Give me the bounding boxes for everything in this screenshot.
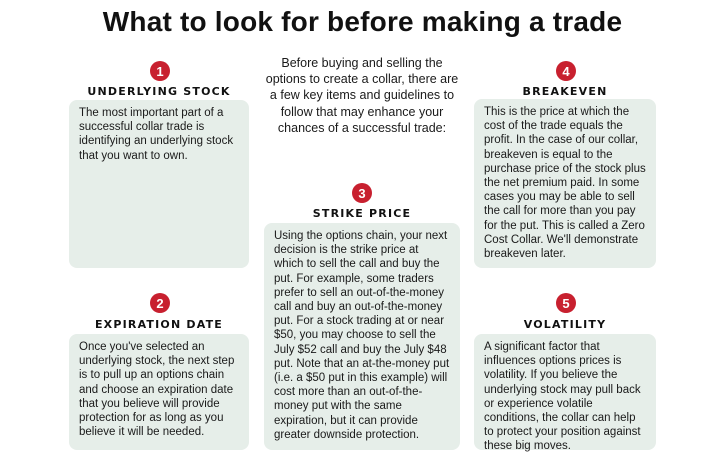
section-card-expiration-date: Once you've selected an underlying stock, the next step is to pull up an options chain and choose an expiration date that you believe will provide protection for as long as you believe it will be needed. xyxy=(69,334,249,450)
section-card-volatility: A significant factor that influences options prices is volatility. If you believe the underlying stock may pull back or experience volatile conditions, the collar can help to protect your position against these big moves. xyxy=(474,334,656,450)
section-heading-expiration-date: EXPIRATION DATE xyxy=(94,318,224,331)
section-card-underlying-stock: The most important part of a successful collar trade is identifying an underlying stock that you want to own. xyxy=(69,100,249,268)
step-3-badge: 3 xyxy=(352,183,372,203)
intro-text: Before buying and selling the options to create a collar, there are a few key items and guidelines to follow that may enhance your chances of a successful trade: xyxy=(265,56,459,135)
section-card-breakeven: This is the price at which the cost of the trade equals the profit. In the case of our collar, breakeven is equal to the purchase price of the stock plus the net premium paid. In some cases you may be able to sell the call for more than you pay for the put. This is called a Zero Cost Collar. We'll demonstrate breakeven later. xyxy=(474,99,656,268)
section-heading-strike-price: STRIKE PRICE xyxy=(312,207,412,220)
step-4-badge: 4 xyxy=(556,61,576,81)
section-card-strike-price: Using the options chain, your next decision is the strike price at which to sell the call and buy the put. For example, some traders prefer to sell an out-of-the-money call and buy an out-of-the-money put. For a stock trading at or near $50, you may choose to sell the July $52 call and buy the July $48 put. Note that an at-the-money put (i.e. a $50 put in this example) will cost more than an out-of-the-money put with the same expiration, but it can provide greater downside protection. xyxy=(264,223,460,450)
section-heading-breakeven: BREAKEVEN xyxy=(522,85,608,98)
step-1-badge: 1 xyxy=(150,61,170,81)
section-heading-underlying-stock: UNDERLYING STOCK xyxy=(87,85,231,98)
step-5-badge: 5 xyxy=(556,293,576,313)
step-2-badge: 2 xyxy=(150,293,170,313)
page-title: What to look for before making a trade xyxy=(102,6,623,37)
section-heading-volatility: VOLATILITY xyxy=(523,318,607,331)
